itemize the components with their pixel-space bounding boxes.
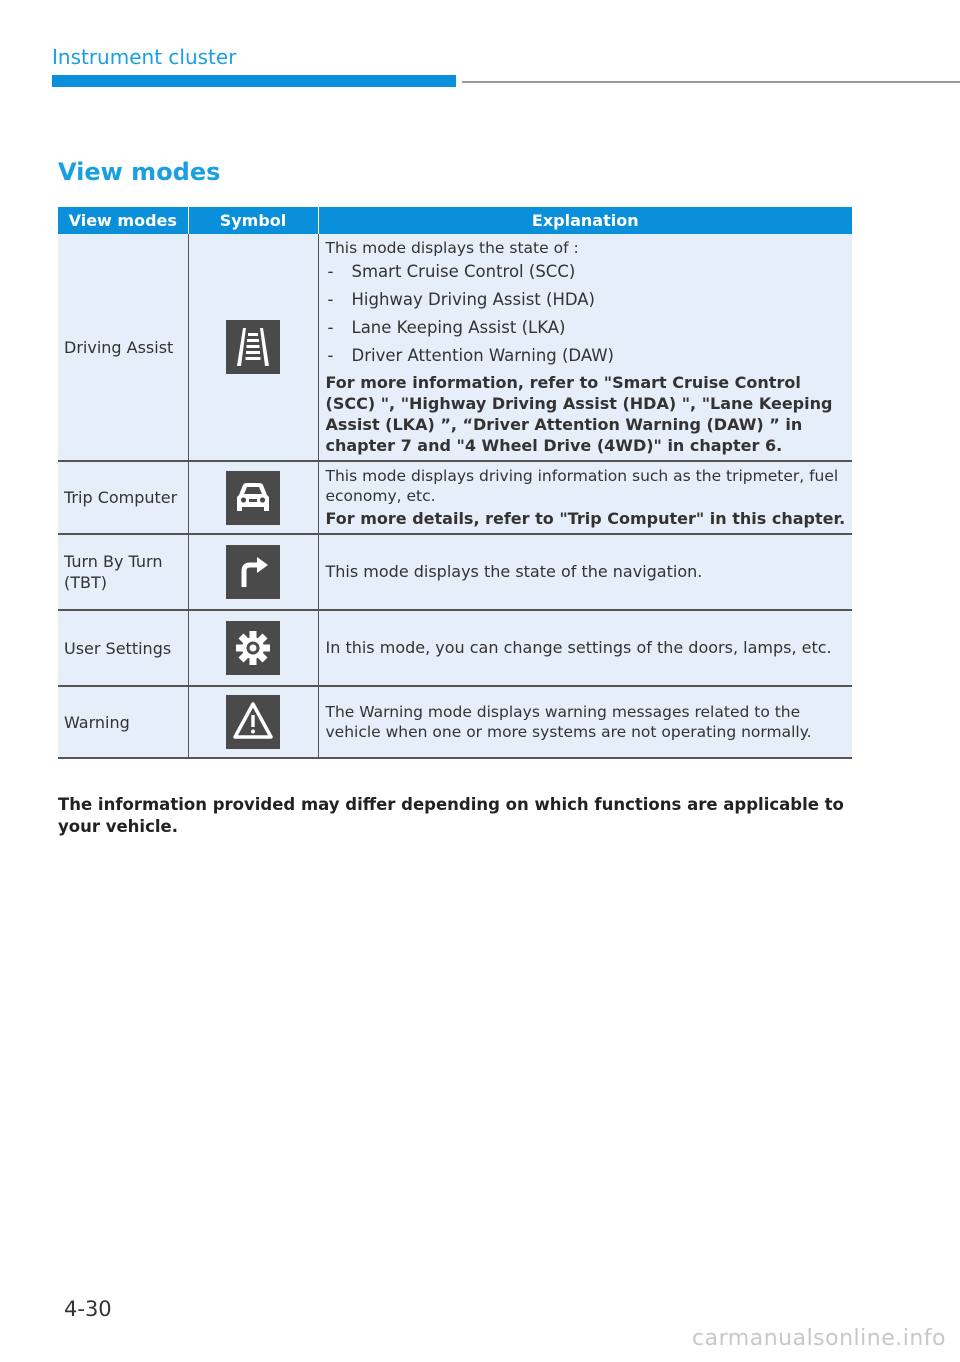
turn-arrow-icon	[226, 545, 280, 599]
table-row	[58, 234, 852, 461]
explanation-text: The Warning mode displays warning messages related to the vehicle when one or more systems are not operating normally.	[325, 703, 812, 741]
gear-icon	[226, 621, 280, 675]
table-row	[58, 610, 852, 686]
symbol-cell	[188, 686, 318, 758]
table-row	[58, 534, 852, 610]
explanation-text: This mode displays driving information such as the tripmeter, fuel economy, etc.	[325, 467, 839, 505]
section-title: View modes	[58, 158, 221, 186]
list-item: - Driver Attention Warning (DAW)	[326, 342, 847, 370]
view-modes-table	[58, 207, 852, 759]
mode-name: Trip Computer	[58, 461, 188, 534]
explanation-cell	[318, 686, 852, 758]
table-row	[58, 686, 852, 758]
table-row	[58, 461, 852, 534]
header-rule	[462, 81, 960, 83]
symbol-cell	[188, 461, 318, 534]
header-section-title: Instrument cluster	[52, 45, 237, 69]
warning-icon	[226, 695, 280, 749]
feature-list	[326, 258, 847, 370]
column-header-symbol: Symbol	[188, 207, 318, 234]
explanation-cell	[318, 461, 852, 534]
list-item: - Lane Keeping Assist (LKA)	[326, 314, 847, 342]
driving-assist-icon	[226, 320, 280, 374]
car-icon	[226, 471, 280, 525]
explanation-text: In this mode, you can change settings of the doors, lamps, etc.	[325, 638, 832, 657]
watermark: carmanualsonline.info	[692, 1326, 946, 1351]
more-info-note: For more information, refer to "Smart Cruise Control (SCC) ", "Highway Driving Assist (HDA) ", "Lane Keeping Assist (LKA) ”, “Driver Attention Warning (DAW) ” in chapter 7 and "4 Wheel Drive (4WD)" in chapter 6.	[325, 373, 833, 455]
header-rule-accent	[52, 75, 456, 87]
table-header-row	[58, 207, 852, 234]
explanation-cell	[318, 534, 852, 610]
column-header-explanation: Explanation	[318, 207, 852, 234]
mode-name: Driving Assist	[58, 234, 188, 461]
list-item: - Smart Cruise Control (SCC)	[326, 258, 847, 286]
explanation-cell	[318, 610, 852, 686]
symbol-cell	[188, 610, 318, 686]
symbol-cell	[188, 534, 318, 610]
explanation-intro: This mode displays the state of :	[325, 239, 579, 257]
list-item: - Highway Driving Assist (HDA)	[326, 286, 847, 314]
more-info-note: For more details, refer to "Trip Computer" in this chapter.	[325, 509, 846, 528]
column-header-view-modes: View modes	[58, 207, 188, 234]
explanation-text: This mode displays the state of the navigation.	[325, 562, 703, 581]
mode-name: User Settings	[58, 610, 188, 686]
mode-name: Warning	[58, 686, 188, 758]
explanation-cell	[318, 234, 852, 461]
mode-name: Turn By Turn (TBT)	[58, 534, 188, 610]
page-number: 4-30	[64, 1297, 112, 1321]
symbol-cell	[188, 234, 318, 461]
footnote: The information provided may differ depending on which functions are applicable to your vehicle.	[58, 795, 844, 836]
